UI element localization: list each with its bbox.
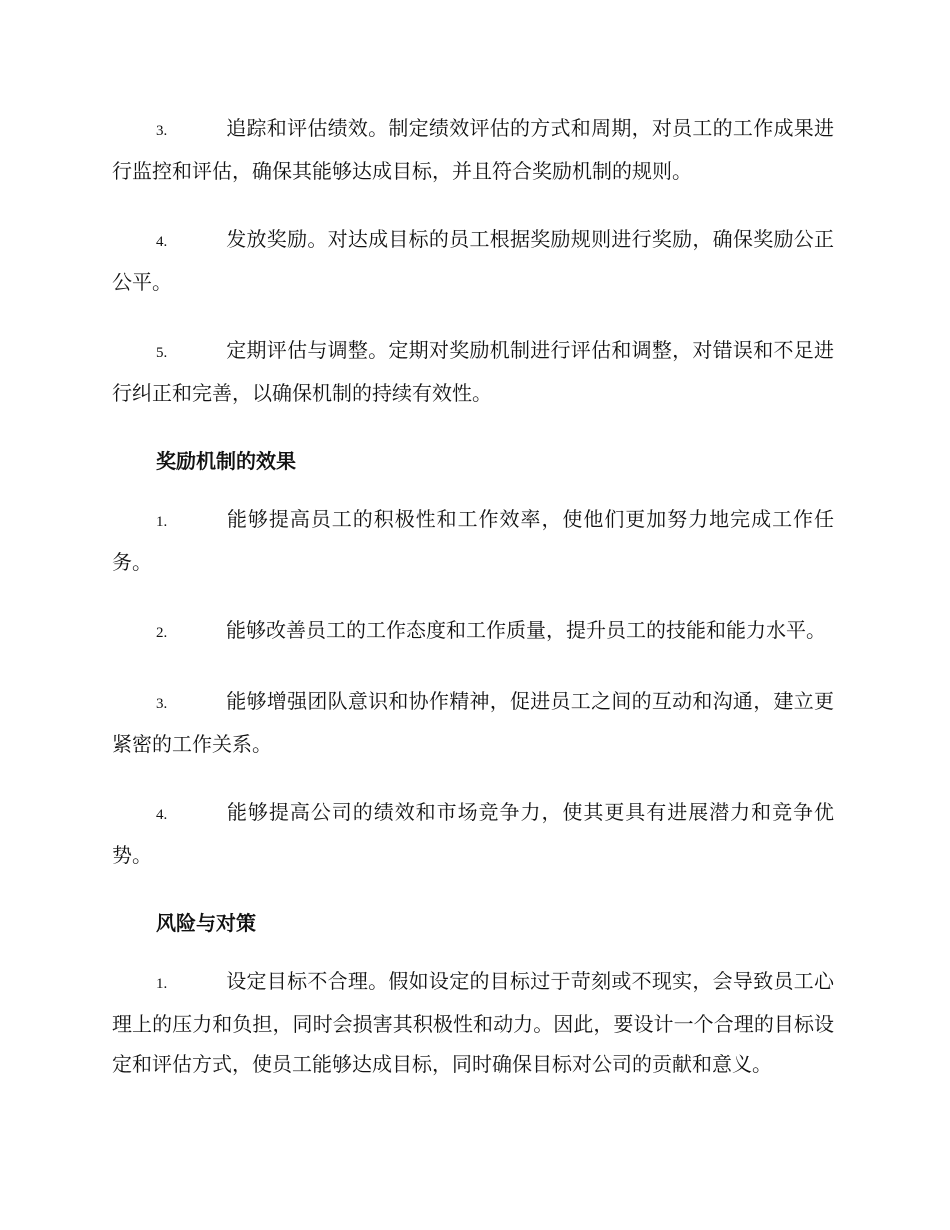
list-number: 3. [156, 696, 168, 712]
list-number: 4. [156, 234, 168, 250]
list-number: 3. [156, 123, 168, 139]
section-heading-risks: 风险与对策 [156, 911, 256, 935]
list-item [112, 610, 834, 653]
list-text: 能够提高员工的积极性和工作效率，使他们更加努力地完成工作任务。 [112, 507, 834, 574]
list-text: 定期评估与调整。定期对奖励机制进行评估和调整，对错误和不足进行纠正和完善，以确保机制的持续有效性。 [112, 338, 834, 405]
list-number: 1. [156, 514, 168, 530]
list-item [112, 681, 834, 764]
list-text: 能够提高公司的绩效和市场竞争力，使其更具有进展潜力和竞争优势。 [112, 800, 834, 867]
list-text: 能够改善员工的工作态度和工作质量，提升员工的技能和能力水平。 [226, 618, 826, 642]
list-item [112, 330, 834, 413]
section-heading-effects: 奖励机制的效果 [156, 449, 296, 473]
list-number: 1. [156, 976, 168, 992]
list-number: 5. [156, 345, 168, 361]
list-text: 追踪和评估绩效。制定绩效评估的方式和周期，对员工的工作成果进行监控和评估，确保其能够达成目标，并且符合奖励机制的规则。 [112, 116, 834, 183]
document-page [112, 108, 834, 1112]
list-text: 发放奖励。对达成目标的员工根据奖励规则进行奖励，确保奖励公正公平。 [112, 227, 834, 294]
list-item [112, 219, 834, 302]
list-text: 能够增强团队意识和协作精神，促进员工之间的互动和沟通，建立更紧密的工作关系。 [112, 689, 834, 756]
list-item [112, 499, 834, 582]
list-item [112, 961, 834, 1084]
list-text: 设定目标不合理。假如设定的目标过于苛刻或不现实，会导致员工心理上的压力和负担，同时会损害其积极性和动力。因此，要设计一个合理的目标设定和评估方式，使员工能够达成目标，同时确保目标对公司的贡献和意义。 [112, 969, 834, 1076]
list-number: 2. [156, 625, 168, 641]
list-item [112, 792, 834, 875]
list-number: 4. [156, 807, 168, 823]
list-item [112, 108, 834, 191]
